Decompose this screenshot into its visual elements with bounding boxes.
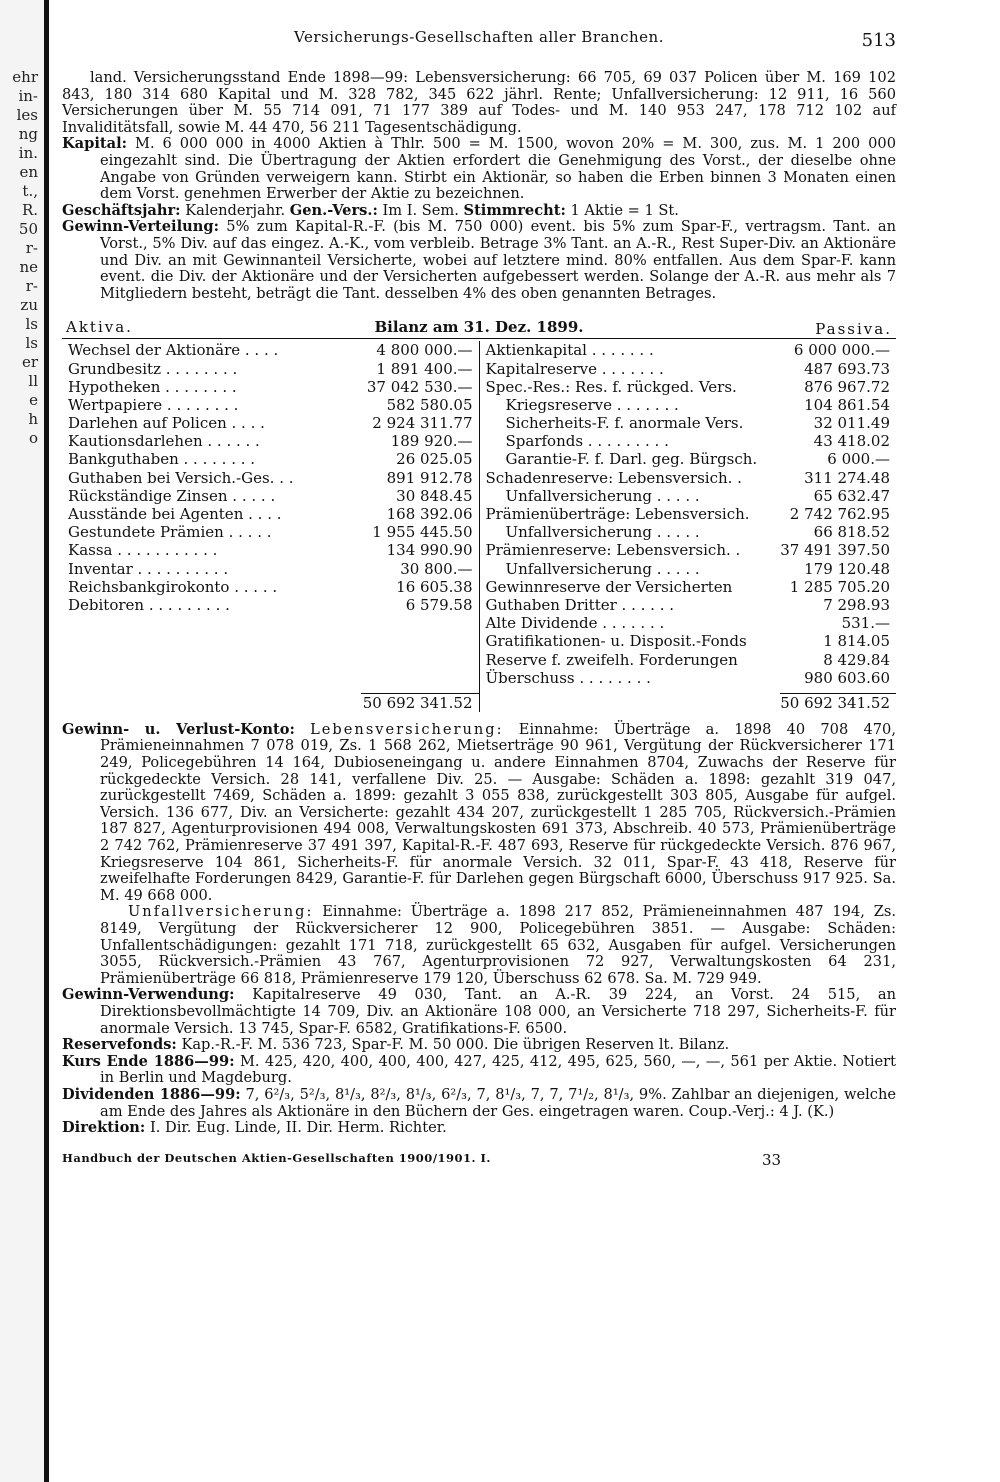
aktiva-item-value: 891 912.78 — [386, 468, 473, 487]
aktiva-label: Aktiva. — [66, 318, 133, 337]
aktiva-item-label: Bankguthaben . . . . . . . . — [68, 450, 256, 469]
page-header-title: Versicherungs-Gesellschaften aller Branchen. — [294, 28, 664, 46]
aktiva-row — [62, 396, 479, 414]
aktiva-item-label: Hypotheken . . . . . . . . — [68, 377, 237, 396]
passiva-row — [480, 396, 897, 414]
gutter-fragment: er — [21, 353, 38, 371]
passiva-total-cell — [480, 687, 897, 712]
passiva-item-label: Sparfonds . . . . . . . . . — [505, 432, 669, 451]
gen-vers-text: Im I. Sem. — [382, 201, 459, 219]
gutter-fragment: in. — [18, 144, 38, 162]
aktiva-row — [62, 432, 479, 450]
passiva-item-label: Gratifikationen- u. Disposit.-Fonds — [485, 632, 747, 651]
kurs-section — [62, 1054, 896, 1087]
geschaeftsjahr-label: Geschäftsjahr: — [62, 201, 181, 219]
balance-sheet — [62, 341, 896, 687]
passiva-row — [480, 505, 897, 523]
guv-label: Gewinn- u. Verlust-Konto: — [62, 720, 295, 738]
passiva-row — [480, 614, 897, 632]
passiva-item-label: Reserve f. zweifelh. Forderungen — [485, 650, 738, 669]
passiva-row — [480, 632, 897, 650]
passiva-row — [480, 487, 897, 505]
aktiva-row — [62, 341, 479, 359]
gewinn-verteilung-text: 5% zum Kapital-R.-F. (bis M. 750 000) event. bis 5% zum Spar-F., vertragsm. Tant. an Vorst., 5% Div. auf das eingez. A.-K., vom verbleib. Betrage 3% Tant. an A.-R., Rest Super-Div. an Aktionäre und Div. an mit Gewinnanteil Versicherte, wobei auf letztere mind. 80% entfallen. Aus dem Spar-F. kann event. die Div. der Aktionäre und der Versicherten aufgebessert werden. Solange der A.-R. aus mehr als 7 Mitgliedern besteht, beträgt die Tant. desselben 4% des oben genannten Betrages. — [100, 218, 896, 302]
passiva-item-value: 531.— — [841, 614, 890, 633]
gutter-fragment: r- — [25, 277, 38, 295]
passiva-item-value: 2 742 762.95 — [789, 505, 890, 523]
gutter-fragment: ng — [18, 125, 38, 143]
passiva-row — [480, 341, 897, 359]
gutter-fragment: t., — [22, 182, 38, 200]
gen-vers-label: Gen.-Vers.: — [289, 201, 378, 219]
page-footer — [62, 1145, 896, 1171]
aktiva-row — [62, 469, 479, 487]
gewinn-verwendung-section — [62, 987, 896, 1037]
passiva-row — [480, 651, 897, 669]
gutter-fragment: R. — [21, 201, 38, 219]
passiva-item-label: Guthaben Dritter . . . . . . — [485, 595, 674, 614]
aktiva-item-label: Wertpapiere . . . . . . . . — [68, 395, 239, 414]
aktiva-item-label: Inventar . . . . . . . . . . — [68, 559, 229, 578]
passiva-item-value: 980 603.60 — [804, 668, 890, 687]
passiva-item-value: 487 693.73 — [804, 359, 890, 378]
passiva-row — [480, 560, 897, 578]
aktiva-item-label: Kassa . . . . . . . . . . . — [68, 541, 218, 560]
aktiva-item-value: 189 920.— — [390, 432, 473, 451]
reservefonds-text: Kap.-R.-F. M. 536 723, Spar-F. M. 50 000. Die übrigen Reserven lt. Bilanz. — [181, 1036, 730, 1054]
aktiva-total: 50 692 341.52 — [361, 693, 479, 712]
gewinn-verteilung-label: Gewinn-Verteilung: — [62, 218, 219, 236]
passiva-item-label: Kriegsreserve . . . . . . . — [505, 395, 679, 414]
passiva-item-value: 179 120.48 — [804, 559, 890, 578]
aktiva-item-label: Darlehen auf Policen . . . . — [68, 414, 265, 433]
gutter-fragment: o — [28, 429, 38, 447]
aktiva-item-value: 6 579.58 — [405, 595, 473, 614]
passiva-item-label: Prämienreserve: Lebensversich. . — [485, 541, 741, 560]
passiva-item-value: 6 000 000.— — [793, 341, 890, 360]
aktiva-item-label: Wechsel der Aktionäre . . . . — [68, 341, 279, 360]
passiva-item-value: 1 285 705.20 — [789, 577, 890, 596]
passiva-item-label: Unfallversicherung . . . . . — [505, 523, 700, 542]
geschaeftsjahr-section — [62, 203, 896, 220]
passiva-item-value: 32 011.49 — [813, 414, 890, 433]
passiva-row — [480, 450, 897, 468]
gutter-fragment: en — [19, 163, 38, 181]
aktiva-row — [62, 378, 479, 396]
passiva-item-label: Unfallversicherung . . . . . — [505, 559, 700, 578]
aktiva-item-value: 168 392.06 — [386, 505, 473, 523]
left-page-margin-fragment — [0, 0, 49, 1482]
stimmrecht-text: 1 Aktie = 1 St. — [570, 201, 679, 219]
dividenden-section — [62, 1087, 896, 1120]
passiva-row — [480, 469, 897, 487]
gutter-fragment: e — [29, 391, 38, 409]
dividenden-label: Dividenden 1886—99: — [62, 1085, 241, 1103]
aktiva-item-label: Debitoren . . . . . . . . . — [68, 595, 230, 614]
passiva-item-label: Sicherheits-F. f. anormale Vers. — [505, 414, 744, 433]
aktiva-item-label: Kautionsdarlehen . . . . . . — [68, 432, 260, 451]
aktiva-item-value: 134 990.90 — [386, 541, 473, 560]
gutter-fragment: ne — [19, 258, 38, 276]
passiva-row — [480, 596, 897, 614]
balance-sheet-title: Bilanz am 31. Dez. 1899. — [374, 318, 584, 337]
direktion-label: Direktion: — [62, 1119, 146, 1137]
aktiva-item-value: 37 042 530.— — [366, 377, 473, 396]
gutter-fragment: ls — [25, 334, 38, 352]
gutter-fragment: les — [16, 106, 38, 124]
page-number: 513 — [861, 30, 896, 51]
passiva-item-label: Spec.-Res.: Res. f. rückged. Vers. — [485, 377, 737, 396]
footer-source: Handbuch der Deutschen Aktien-Gesellschaften 1900/1901. I. — [62, 1150, 491, 1165]
aktiva-item-value: 1 955 445.50 — [372, 523, 473, 542]
aktiva-column — [62, 341, 480, 687]
gutter-fragment: in- — [18, 87, 38, 105]
gutter-fragment: ll — [28, 372, 38, 390]
aktiva-row — [62, 578, 479, 596]
aktiva-item-label: Grundbesitz . . . . . . . . — [68, 359, 238, 378]
kapital-text: M. 6 000 000 in 4000 Aktien à Thlr. 500 = M. 1500, wovon 20% = M. 300, zus. M. 1 200 000 eingezahlt sind. Die Übertragung der Aktien erfordert die Genehmigung des Vorst., der dieselbe ohne Angabe von Gründen verweigern kann. Stirbt ein Aktionär, so haben die Erben binnen 3 Monaten einen dem Vorst. genehmen Erwerber der Aktie zu bezeichnen. — [100, 135, 896, 203]
passiva-label: Passiva. — [815, 320, 892, 339]
aktiva-item-label: Guthaben bei Versich.-Ges. . . — [68, 468, 294, 487]
aktiva-row — [62, 505, 479, 523]
passiva-item-label: Garantie-F. f. Darl. geg. Bürgsch. — [505, 450, 758, 469]
gewinn-verteilung-section — [62, 219, 896, 302]
balance-sheet-header — [62, 316, 896, 339]
aktiva-item-value: 30 800.— — [400, 559, 473, 578]
gewinn-verwendung-label: Gewinn-Verwendung: — [62, 986, 235, 1004]
passiva-item-label: Gewinnreserve der Versicherten — [485, 577, 733, 596]
aktiva-row — [62, 414, 479, 432]
passiva-row — [480, 432, 897, 450]
passiva-item-value: 65 632.47 — [813, 486, 890, 505]
passiva-item-label: Alte Dividende . . . . . . . — [485, 614, 665, 633]
aktiva-item-value: 582 580.05 — [386, 395, 473, 414]
gutter-fragment: r- — [25, 239, 38, 257]
aktiva-item-value: 16 605.38 — [396, 577, 473, 596]
gutter-fragment: ls — [25, 315, 38, 333]
aktiva-row — [62, 360, 479, 378]
stimmrecht-label: Stimmrecht: — [463, 201, 566, 219]
dividenden-text: 7, 6²/₃, 5²/₃, 8¹/₃, 8²/₃, 8¹/₃, 6²/₃, 7, 8¹/₃, 7, 7, 7¹/₂, 8¹/₃, 9%. Zahlbar an diejenigen, welche am Ende des Jahres als Aktionäre in den Büchern der Ges. eingetragen waren. Coup.-Verj.: 4 J. (K.) — [100, 1085, 896, 1120]
aktiva-item-label: Ausstände bei Agenten . . . . — [68, 505, 282, 523]
aktiva-row — [62, 596, 479, 614]
kurs-text: M. 425, 420, 400, 400, 400, 427, 425, 412, 495, 625, 560, —, —, 561 per Aktie. Notiert in Berlin und Magdeburg. — [100, 1052, 897, 1087]
kurs-label: Kurs Ende 1886—99: — [62, 1052, 235, 1070]
page — [62, 28, 896, 1171]
passiva-item-value: 6 000.— — [827, 450, 890, 469]
guv-leben-label: Lebensversicherung: — [310, 720, 504, 738]
passiva-item-label: Aktienkapital . . . . . . . — [485, 341, 654, 360]
passiva-row — [480, 378, 897, 396]
direktion-text: I. Dir. Eug. Linde, II. Dir. Herm. Richter. — [149, 1119, 447, 1137]
passiva-item-label: Überschuss . . . . . . . . — [485, 668, 651, 687]
passiva-row — [480, 669, 897, 687]
reservefonds-label: Reservefonds: — [62, 1036, 177, 1054]
aktiva-total-cell — [62, 687, 480, 712]
balance-totals — [62, 687, 896, 712]
passiva-item-label: Kapitalreserve . . . . . . . — [485, 359, 664, 378]
gutter-fragment: h — [28, 410, 38, 428]
aktiva-item-label: Rückständige Zinsen . . . . . — [68, 486, 276, 505]
aktiva-item-value: 1 891 400.— — [376, 359, 473, 378]
passiva-row — [480, 360, 897, 378]
passiva-total: 50 692 341.52 — [780, 693, 896, 712]
passiva-row — [480, 541, 897, 559]
aktiva-row — [62, 523, 479, 541]
aktiva-item-label: Gestundete Prämien . . . . . — [68, 523, 272, 542]
passiva-item-label: Unfallversicherung . . . . . — [505, 486, 700, 505]
passiva-item-value: 66 818.52 — [813, 523, 890, 542]
guv-section — [62, 722, 896, 905]
aktiva-item-label: Reichsbankgirokonto . . . . . — [68, 577, 278, 596]
passiva-row — [480, 523, 897, 541]
gewinn-verwendung-text: Kapitalreserve 49 030, Tant. an A.-R. 39 224, an Vorst. 24 515, an Direktionsbevollmächtigte 14 709, Div. an Aktionäre 108 000, an Versicherte 718 297, Sicherheits-F. für anormale Versich. 13 745, Spar-F. 6582, Gratifikations-F. 6500. — [100, 986, 896, 1037]
footer-page-number: 33 — [762, 1150, 782, 1169]
geschaeftsjahr-text: Kalenderjahr. — [185, 201, 286, 219]
passiva-item-value: 37 491 397.50 — [780, 541, 890, 560]
guv-unfall-label: Unfallversicherung: — [128, 903, 314, 921]
intro-paragraph: land. Versicherungsstand Ende 1898—99: Lebensversicherung: 66 705, 69 037 Policen über M. 169 102 843, 180 314 680 Kapital und M. 328 782, 345 622 jährl. Rente; Unfallversicherung: 12 911, 16 560 Versicherungen über M. 55 714 091, 71 177 389 auf Todes- und M. 140 953 247, 178 712 102 auf Invaliditätsfall, sowie M. 44 470, 56 211 Tagesentschädigung. — [62, 69, 896, 136]
guv-unfall-section — [62, 904, 896, 987]
aktiva-item-value: 4 800 000.— — [376, 341, 473, 360]
passiva-row — [480, 414, 897, 432]
direktion-section — [62, 1120, 896, 1137]
passiva-item-value: 7 298.93 — [823, 595, 890, 614]
reservefonds-section — [62, 1037, 896, 1054]
guv-leben-text: Einnahme: Überträge a. 1898 40 708 470, Prämieneinnahmen 7 078 019, Zs. 1 568 262, Mietserträge 90 961, Vergütung der Rückversicherer 171 249, Policegebühren 14 164, Dubioseneingang u. andere Einnahmen 8704, Zuwachs der Reserve für rückgedeckte Versich. 28 141, verfallene Div. 25. — Ausgabe: Schäden a. 1898: gezahlt 319 047, zurückgestellt 7469, Schäden a. 1899: gezahlt 3 055 838, zurückgestellt 303 805, Ausgabe für aufgel. Versich. 136 677, Div. an Versicherte: gezahlt 434 207, zurückgestellt 1 285 705, Rückversich.-Prämien 187 827, Agenturprovisionen 494 008, Verwaltungskosten 691 373, Abschreib. 40 573, Prämienüberträge 2 742 762, Prämienreserve 37 491 397, Kapital-R.-F. 487 693, Reserve für rückgedeckte Versich. 876 967, Kriegsreserve 104 861, Sicherheits-F. für anormale Versich. 32 011, Spar-F. 43 418, Reserve für zweifelhafte Forderungen 8429, Garantie-F. für Darlehen gegen Bürgschaft 6000, Überschuss 917 925. Sa. M. 49 668 000. — [100, 720, 896, 904]
aktiva-item-value: 30 848.45 — [396, 486, 473, 505]
aktiva-item-value: 26 025.05 — [396, 450, 473, 469]
passiva-item-label: Schadenreserve: Lebensversich. . — [485, 468, 742, 487]
passiva-item-value: 1 814.05 — [823, 632, 890, 651]
aktiva-item-value: 2 924 311.77 — [372, 414, 473, 433]
passiva-item-value: 104 861.54 — [804, 395, 890, 414]
passiva-item-label: Prämienüberträge: Lebensversich. — [485, 505, 750, 523]
aktiva-row — [62, 487, 479, 505]
passiva-item-value: 43 418.02 — [813, 432, 890, 451]
kapital-label: Kapital: — [62, 135, 128, 153]
aktiva-row — [62, 541, 479, 559]
passiva-row — [480, 578, 897, 596]
aktiva-row — [62, 560, 479, 578]
passiva-item-value: 8 429.84 — [823, 650, 890, 669]
passiva-column — [480, 341, 897, 687]
guv-unfall-text: Einnahme: Überträge a. 1898 217 852, Prämieneinnahmen 487 194, Zs. 8149, Vergütung der Rückversicherer 12 900, Policegebühren 3851. — Ausgabe: Schäden: Unfallentschädigungen: gezahlt 171 718, zurückgestellt 65 632, Ausgaben für aufgel. Versicherungen 3055, Rückversich.-Prämien 43 767, Agenturprovisionen 72 927, Verwaltungskosten 64 231, Prämienüberträge 66 818, Prämienreserve 179 120, Überschuss 62 678. Sa. M. 729 949. — [100, 903, 896, 987]
gutter-fragment: 50 — [18, 220, 38, 238]
aktiva-row — [62, 450, 479, 468]
gutter-fragment: ehr — [12, 68, 38, 86]
passiva-item-value: 876 967.72 — [804, 377, 890, 396]
gutter-fragment: zu — [20, 296, 38, 314]
kapital-section — [62, 136, 896, 202]
passiva-item-value: 311 274.48 — [804, 468, 890, 487]
running-header — [62, 28, 896, 56]
